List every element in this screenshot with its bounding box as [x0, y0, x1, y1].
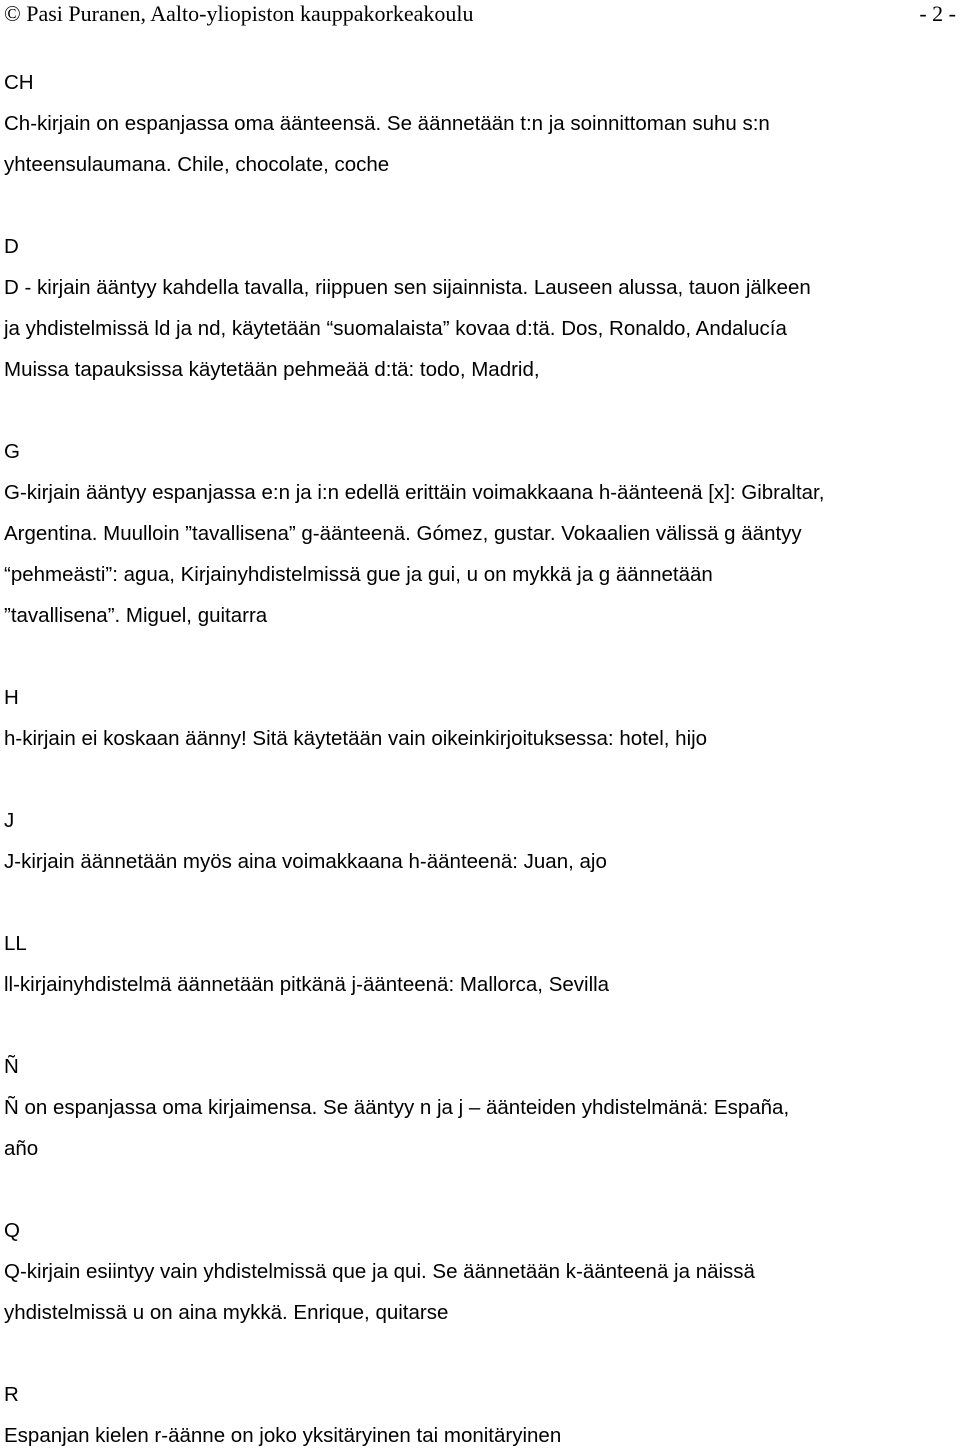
section-heading: H — [4, 686, 19, 709]
section-paragraph — [4, 267, 956, 390]
paragraph-line: h-kirjain ei koskaan äänny! Sitä käytetään vain oikeinkirjoituksessa: hotel, hijo — [4, 727, 708, 750]
page-number: - 2 - — [919, 1, 956, 26]
section-heading: J — [4, 809, 15, 832]
section-paragraph — [4, 1415, 956, 1456]
section-heading: LL — [4, 932, 27, 955]
paragraph-line: Muissa tapauksissa käytetään pehmeää d:tä: todo, Madrid, — [4, 358, 540, 381]
section-heading: Q — [4, 1219, 20, 1242]
section-j — [4, 800, 956, 882]
paragraph-line: Ñ on espanjassa oma kirjaimensa. Se ääntyy n ja j – äänteiden yhdistelmänä: España, — [4, 1096, 790, 1119]
section-heading: G — [4, 440, 20, 463]
paragraph-line: G-kirjain ääntyy espanjassa e:n ja i:n edellä erittäin voimakkaana h-äänteenä [x]: Gibraltar, — [4, 481, 825, 504]
paragraph-line: Argentina. Muulloin ”tavallisena” g-äänteenä. Gómez, gustar. Vokaalien välissä g ääntyy — [4, 522, 802, 545]
section-ll — [4, 923, 956, 1005]
paragraph-line: “pehmeästi”: agua, Kirjainyhdistelmissä gue ja gui, u on mykkä ja g äännetään — [4, 563, 713, 586]
section-paragraph — [4, 103, 956, 185]
section-paragraph — [4, 1087, 956, 1169]
section-enye — [4, 1046, 956, 1169]
paragraph-line: J-kirjain äännetään myös aina voimakkaana h-äänteenä: Juan, ajo — [4, 850, 607, 873]
section-heading: D — [4, 235, 19, 258]
paragraph-line: ja yhdistelmissä ld ja nd, käytetään “suomalaista” kovaa d:tä. Dos, Ronaldo, Andalucía — [4, 317, 787, 340]
section-heading: Ñ — [4, 1055, 19, 1078]
page-header — [0, 0, 960, 30]
paragraph-line: yhdistelmissä u on aina mykkä. Enrique, quitarse — [4, 1301, 449, 1324]
paragraph-line: Q-kirjain esiintyy vain yhdistelmissä que ja qui. Se äännetään k-äänteenä ja näissä — [4, 1260, 755, 1283]
section-h — [4, 677, 956, 759]
paragraph-line: D - kirjain ääntyy kahdella tavalla, riippuen sen sijainnista. Lauseen alussa, tauon jälkeen — [4, 276, 811, 299]
section-paragraph — [4, 841, 956, 882]
paragraph-line: año — [4, 1137, 39, 1160]
section-heading: CH — [4, 71, 34, 94]
section-heading: R — [4, 1383, 19, 1406]
section-paragraph — [4, 718, 956, 759]
section-g — [4, 431, 956, 636]
paragraph-line: Ch-kirjain on espanjassa oma äänteensä. Se äännetään t:n ja soinnittoman suhu s:n — [4, 112, 770, 135]
section-q — [4, 1210, 956, 1333]
section-r — [4, 1374, 956, 1456]
section-ch — [4, 62, 956, 185]
section-paragraph — [4, 964, 956, 1005]
copyright-line: © Pasi Puranen, Aalto-yliopiston kauppakorkeakoulu — [4, 1, 474, 26]
section-paragraph — [4, 1251, 956, 1333]
document-body — [4, 62, 956, 1456]
paragraph-line: ll-kirjainyhdistelmä äännetään pitkänä j-äänteenä: Mallorca, Sevilla — [4, 973, 610, 996]
paragraph-line: ”tavallisena”. Miguel, guitarra — [4, 604, 268, 627]
paragraph-line: yhteensulaumana. Chile, chocolate, coche — [4, 153, 390, 176]
section-d — [4, 226, 956, 390]
section-paragraph — [4, 472, 956, 636]
paragraph-line: Espanjan kielen r-äänne on joko yksitäryinen tai monitäryinen — [4, 1424, 562, 1447]
